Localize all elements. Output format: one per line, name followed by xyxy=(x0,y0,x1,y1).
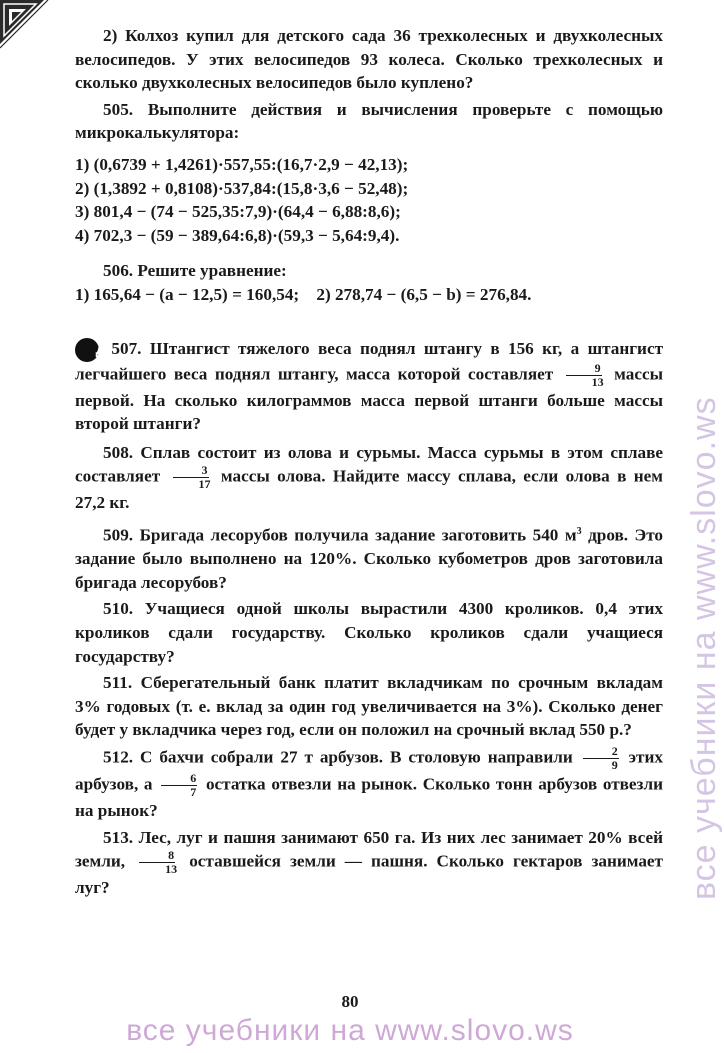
problem-512-fraction-1: $\frac{2}{9}$ xyxy=(583,745,619,772)
problem-505-number: 505. xyxy=(103,99,134,119)
page-text xyxy=(75,24,663,900)
problem-506-number: 506. xyxy=(103,261,134,281)
page-number: 80 xyxy=(341,992,359,1011)
homework-badge-icon: Д xyxy=(75,338,99,362)
bottom-watermark: все учебники на www.slovo.ws xyxy=(126,1014,574,1047)
problem-510-text: Учащиеся одной школы вырастили 4300 кроликов. 0,4 этих кроликов сдали государству. Сколько кроликов сдали учащиеся государству? xyxy=(75,599,663,666)
problem-511 xyxy=(75,671,663,742)
problem-513-number: 513. xyxy=(103,827,134,847)
problem-505-item-4: 4) 702,3 − (59 − 389,64:6,8)·(59,3 − 5,64:9,4). xyxy=(75,225,400,245)
problem-505-item-3: 3) 801,4 − (74 − 525,35:7,9)·(64,4 − 6,88:8,6); xyxy=(75,202,401,222)
problem-510-number: 510. xyxy=(103,599,134,619)
problem-506-text: Решите уравнение: xyxy=(137,261,287,281)
problem-507-text-a: Штангист тяжелого веса поднял штангу в 156 кг, а штангист легчайшего веса поднял штангу, масса которой составляет xyxy=(75,338,664,384)
problem-508-fraction: $\frac{3}{17}$ xyxy=(171,464,211,491)
side-watermark-text: все учебники на www.slovo.ws xyxy=(685,396,723,900)
problem-508 xyxy=(75,441,663,515)
problem-513-text-a: Лес, луг и пашня занимают 650 га. Из них лес занимает 20% всей земли, xyxy=(75,827,663,871)
problem-507-fraction: $\frac{9}{13}$ xyxy=(564,362,604,389)
problem-513 xyxy=(75,826,663,900)
problem-506-eq-1: 1) 165,64 − (a − 12,5) = 160,54; xyxy=(75,284,300,304)
problem-505-text: Выполните действия и вычисления проверьте с помощью микрокалькулятора: xyxy=(75,99,664,143)
problem-512-fraction-2: $\frac{6}{7}$ xyxy=(161,772,197,799)
corner-ornament-icon xyxy=(0,0,50,50)
problem-509-text-a: Бригада лесорубов получила задание заготовить 540 м xyxy=(139,525,577,545)
problem-509-superscript: 3 xyxy=(576,525,582,537)
problem-prev-2: 2) Колхоз купил для детского сада 36 трехколесных и двухколесных велосипедов. У этих велосипедов 93 колеса. Сколько трехколесных и сколько двухколесных велосипедов было куплено? xyxy=(75,26,663,93)
problem-507-text-b: массы первой. На сколько килограммов масса первой штанги больше массы второй штанги? xyxy=(75,364,664,434)
problem-512-text-b: этих арбузов, а xyxy=(75,747,663,794)
problem-511-number: 511. xyxy=(103,673,133,693)
problem-509-number: 509. xyxy=(103,525,134,545)
problem-508-text-b: массы олова. Найдите массу сплава, если олова в нем 27,2 кг. xyxy=(75,466,663,513)
problem-513-text-b: оставшейся земли — пашня. Сколько гектаров занимает луг? xyxy=(75,851,664,898)
problem-508-number: 508. xyxy=(103,442,134,462)
problem-512 xyxy=(75,745,663,823)
problem-510 xyxy=(75,597,663,668)
problem-512-number: 512. xyxy=(103,747,134,767)
problem-506 xyxy=(75,259,663,283)
problem-507 xyxy=(75,337,663,436)
problem-512-text-c: остатка отвезли на рынок. Сколько тонн арбузов отвезли на рынок? xyxy=(75,774,664,821)
problem-512-text-a: С бахчи собрали 27 т арбузов. В столовую направили xyxy=(140,747,573,767)
problem-509 xyxy=(75,520,663,595)
problem-506-equations xyxy=(75,283,663,307)
problem-505-item-2: 2) (1,3892 + 0,8108)·537,84:(15,8·3,6 − 52,48); xyxy=(75,178,409,198)
problem-505-item-1: 1) (0,6739 + 1,4261)·557,55:(16,7·2,9 − 42,13); xyxy=(75,154,409,174)
problem-506-eq-2: 2) 278,74 − (6,5 − b) = 276,84. xyxy=(316,284,532,304)
problem-509-text-b: дров. Это задание было выполнено на 120%. Сколько кубометров дров заготовила бригада лесорубов? xyxy=(75,525,664,592)
problem-507-number: 507. xyxy=(111,338,142,358)
side-watermark xyxy=(665,120,723,900)
problem-505 xyxy=(75,98,663,145)
problem-513-fraction: $\frac{8}{13}$ xyxy=(137,849,177,876)
problem-508-text-a: Сплав состоит из олова и сурьмы. Масса сурьмы в этом сплаве составляет xyxy=(75,442,663,486)
problem-511-text: Сберегательный банк платит вкладчикам по срочным вкладам 3% годовых (т. е. вклад за один год увеличивается на 3%). Сколько денег будет у вкладчика через год, если он положил на срочный вклад 550 р.? xyxy=(75,673,663,740)
